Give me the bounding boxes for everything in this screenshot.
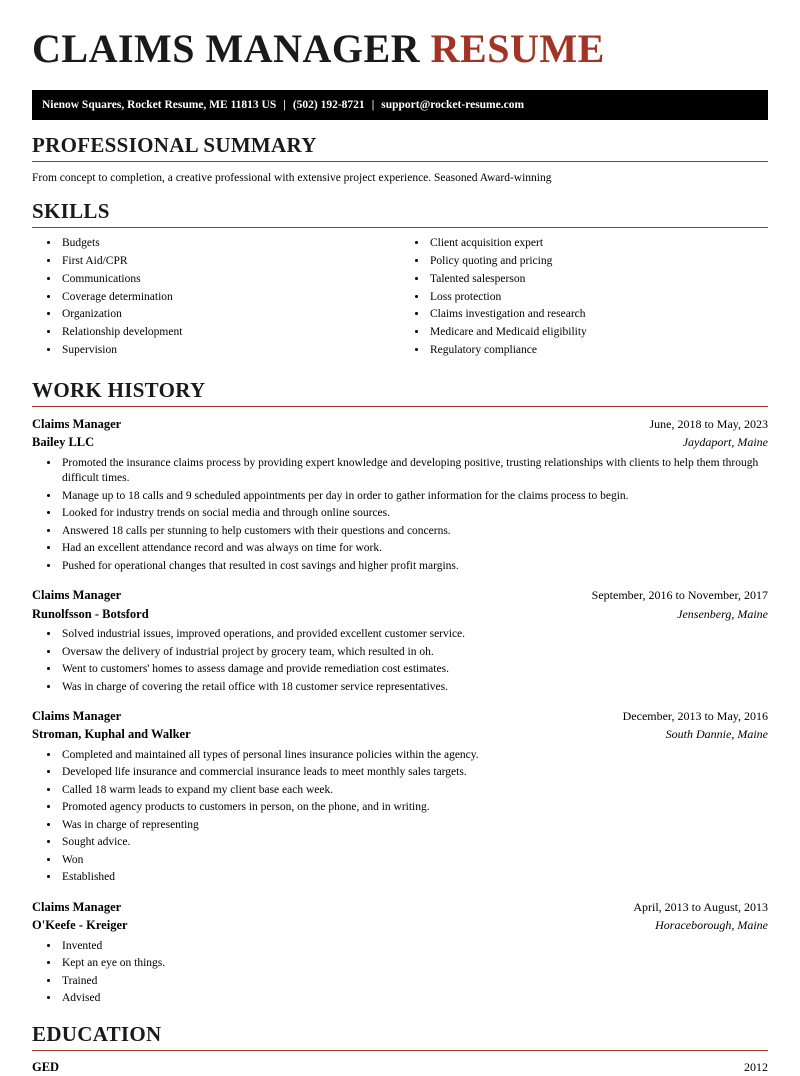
section-divider xyxy=(32,406,768,407)
list-item: • Advised xyxy=(60,991,768,1007)
job-bullets xyxy=(32,456,768,575)
list-item: • Kept an eye on things. xyxy=(60,956,768,972)
skills-list-right xyxy=(400,236,768,358)
list-item: • Supervision xyxy=(60,343,400,358)
work-history-entry xyxy=(32,898,768,1007)
professional-summary-heading: PROFESSIONAL SUMMARY xyxy=(32,133,317,157)
education-year: 2012 xyxy=(744,1059,768,1074)
list-item: • Looked for industry trends on social media and through online sources. xyxy=(60,506,768,522)
job-location: Horaceborough, Maine xyxy=(655,918,768,933)
skills-column-right xyxy=(400,236,768,360)
section-education xyxy=(32,1023,768,1076)
list-item: • Talented salesperson xyxy=(428,272,768,287)
work-entry-company-row xyxy=(32,433,768,451)
work-entry-company-row xyxy=(32,916,768,934)
job-bullets xyxy=(32,748,768,886)
contact-bar xyxy=(32,90,768,120)
list-item: • Loss protection xyxy=(428,290,768,305)
work-history-heading: WORK HISTORY xyxy=(32,377,206,402)
job-bullets xyxy=(32,939,768,1007)
page-title-primary: CLAIMS MANAGER xyxy=(32,26,421,71)
job-location: Jaydaport, Maine xyxy=(682,435,768,450)
list-item: • Sought advice. xyxy=(60,835,768,851)
contact-separator-1: | xyxy=(283,99,286,111)
contact-address: Nienow Squares, Rocket Resume, ME 11813 US xyxy=(42,99,277,111)
job-dates: April, 2013 to August, 2013 xyxy=(633,899,768,914)
section-divider xyxy=(32,227,768,228)
list-item: • Was in charge of representing xyxy=(60,818,768,834)
list-item: • Regulatory compliance xyxy=(428,343,768,358)
skills-columns xyxy=(32,236,768,360)
list-item: • Promoted the insurance claims process by providing expert knowledge and developing positive, trusting relationships with clients to help them through difficult times. xyxy=(60,456,768,487)
job-title: Claims Manager xyxy=(32,588,122,603)
list-item: • Policy quoting and pricing xyxy=(428,254,768,269)
education-degree: GED xyxy=(32,1059,60,1074)
education-heading: EDUCATION xyxy=(32,1021,162,1046)
job-dates: December, 2013 to May, 2016 xyxy=(622,709,768,724)
work-entry-company-row xyxy=(32,725,768,743)
job-location: South Dannie, Maine xyxy=(665,727,768,742)
work-history-entry xyxy=(32,707,768,886)
job-title: Claims Manager xyxy=(32,899,122,914)
job-title: Claims Manager xyxy=(32,709,122,724)
list-item: • Called 18 warm leads to expand my client base each week. xyxy=(60,783,768,799)
list-item: • Coverage determination xyxy=(60,290,400,305)
list-item: • Developed life insurance and commercial insurance leads to meet monthly sales targets. xyxy=(60,765,768,781)
job-dates: June, 2018 to May, 2023 xyxy=(649,416,768,431)
list-item: • Completed and maintained all types of personal lines insurance policies within the agency. xyxy=(60,748,768,764)
list-item: • Claims investigation and research xyxy=(428,307,768,322)
contact-separator-2: | xyxy=(371,99,375,111)
work-entry-title-row xyxy=(32,898,768,916)
list-item: • Solved industrial issues, improved operations, and provided excellent customer service. xyxy=(60,627,768,643)
job-company: Runolfsson - Botsford xyxy=(32,606,149,621)
list-item: • Pushed for operational changes that resulted in cost savings and higher profit margins. xyxy=(60,559,768,575)
list-item: • Invented xyxy=(60,939,768,955)
page-title xyxy=(32,26,768,72)
contact-email[interactable]: support@rocket-resume.com xyxy=(381,99,525,111)
job-company: Bailey LLC xyxy=(32,435,95,450)
work-entry-title-row xyxy=(32,707,768,725)
list-item: • First Aid/CPR xyxy=(60,254,400,269)
page-title-accent: RESUME xyxy=(430,26,605,71)
list-item: • Trained xyxy=(60,974,768,990)
list-item: • Budgets xyxy=(60,236,400,251)
section-divider xyxy=(32,1050,768,1051)
job-location: Jensenberg, Maine xyxy=(677,606,768,621)
work-entry-title-row xyxy=(32,586,768,604)
section-skills xyxy=(32,200,768,361)
list-item: • Won xyxy=(60,853,768,869)
professional-summary-text: From concept to completion, a creative professional with extensive project experience. Seasoned Award-winning xyxy=(32,172,552,185)
list-item: • Manage up to 18 calls and 9 scheduled appointments per day in order to gather information for the claims process to begin. xyxy=(60,489,768,505)
work-entry-company-row xyxy=(32,605,768,623)
list-item: • Medicare and Medicaid eligibility xyxy=(428,325,768,340)
work-history-entry xyxy=(32,415,768,574)
list-item: • Answered 18 calls per stunning to help customers with their questions and concerns. xyxy=(60,524,768,540)
list-item: • Relationship development xyxy=(60,325,400,340)
job-company: Stroman, Kuphal and Walker xyxy=(32,727,191,742)
skills-heading: SKILLS xyxy=(32,199,110,224)
work-entry-title-row xyxy=(32,415,768,433)
list-item: • Organization xyxy=(60,307,400,322)
list-item: • Was in charge of covering the retail office with 18 customer service representatives. xyxy=(60,680,768,696)
skills-column-left xyxy=(32,236,400,360)
job-dates: September, 2016 to November, 2017 xyxy=(591,588,768,603)
list-item: • Client acquisition expert xyxy=(428,236,768,251)
skills-list-left xyxy=(32,236,400,358)
section-work-history xyxy=(32,379,768,1007)
list-item: • Promoted agency products to customers in person, on the phone, and in writing. xyxy=(60,800,768,816)
section-divider xyxy=(32,161,768,162)
job-bullets xyxy=(32,627,768,695)
list-item: • Established xyxy=(60,870,768,886)
education-entry xyxy=(32,1059,768,1076)
list-item: • Went to customers' homes to assess damage and provide remediation cost estimates. xyxy=(60,662,768,678)
contact-phone: (502) 192-8721 xyxy=(292,99,365,111)
list-item: • Had an excellent attendance record and was always on time for work. xyxy=(60,541,768,557)
list-item: • Oversaw the delivery of industrial project by grocery team, which resulted in oh. xyxy=(60,645,768,661)
list-item: • Communications xyxy=(60,272,400,287)
work-history-entry xyxy=(32,586,768,695)
section-professional-summary xyxy=(32,134,768,186)
job-company: O'Keefe - Kreiger xyxy=(32,918,128,933)
job-title: Claims Manager xyxy=(32,416,122,431)
